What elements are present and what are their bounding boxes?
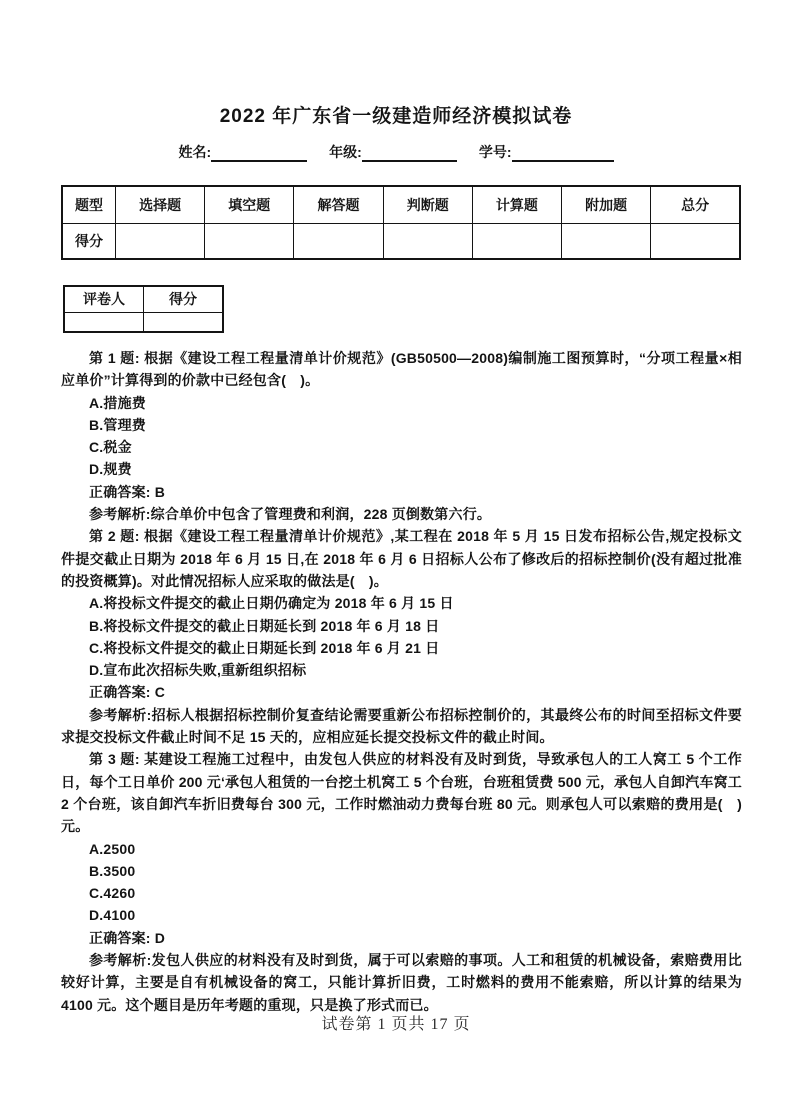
score-table-header-cell: 判断题	[383, 186, 472, 223]
student-info-line	[0, 142, 792, 162]
student-id-blank	[512, 145, 614, 162]
student-id-field	[479, 142, 614, 162]
score-row-label: 得分	[62, 223, 116, 259]
score-table-header-cell: 总分	[651, 186, 740, 223]
option-a: A.措施费	[89, 394, 146, 411]
score-table-header-cell: 题型	[62, 186, 116, 223]
option-d: D.宣布此次招标失败,重新组织招标	[89, 662, 307, 679]
reviewer-header-cell: 得分	[144, 286, 224, 312]
option-d: D.4100	[89, 907, 136, 924]
reviewer-blank-cell	[64, 312, 144, 332]
question-2	[61, 525, 742, 748]
correct-answer: 正确答案: C	[89, 684, 166, 701]
score-blank-cell	[472, 223, 561, 259]
correct-answer: 正确答案: D	[89, 929, 166, 946]
reviewer-header-cell: 评卷人	[64, 286, 144, 312]
page-footer: 试卷第 1 页共 17 页	[321, 1016, 471, 1033]
option-c: C.4260	[89, 885, 136, 902]
score-blank-cell	[116, 223, 205, 259]
question-stem: 第 2 题: 根据《建设工程工程量清单计价规范》,某工程在 2018 年 5 月 15 日发布招标公告,规定投标文件提交截止日期为 2018 年 6 月 15 日,在 2018 年 6 月 6 日招标人公布了修改后的招标控制价(没有超过批准的投资概算)。对此情况招标人应采取的做法是( )。	[61, 528, 742, 589]
score-table	[61, 185, 741, 260]
grade-label: 年级:	[329, 144, 362, 160]
score-blank-cell	[383, 223, 472, 259]
score-blank-cell	[651, 223, 740, 259]
grade-field	[329, 142, 457, 162]
score-table-header-cell: 填空题	[205, 186, 294, 223]
reviewer-table-blank-row	[64, 312, 223, 332]
option-c: C.将投标文件提交的截止日期延长到 2018 年 6 月 21 日	[89, 639, 440, 656]
question-stem: 第 1 题: 根据《建设工程工程量清单计价规范》(GB50500—2008)编制施工图预算时，“分项工程量×相应单价”计算得到的价款中已经包含( )。	[61, 350, 742, 389]
name-label: 姓名:	[178, 144, 212, 160]
question-3	[61, 748, 742, 1016]
option-b: B.将投标文件提交的截止日期延长到 2018 年 6 月 18 日	[89, 617, 440, 634]
question-stem: 第 3 题: 某建设工程施工过程中，由发包人供应的材料没有及时到货，导致承包人的工人窝工 5 个工作日，每个工日单价 200 元‘承包人租赁的一台挖土机窝工 5 个台班，台班租赁费 500 元，承包人自卸汽车窝工 2 个台班，该自卸汽车折旧费每台 300 元，工作时燃油动力费每台班 80 元。则承包人可以索赔的费用是( )元。	[61, 751, 742, 835]
name-field	[178, 142, 307, 162]
option-b: B.3500	[89, 862, 136, 879]
score-table-header-cell: 选择题	[116, 186, 205, 223]
score-blank-cell	[562, 223, 651, 259]
student-id-label: 学号:	[478, 144, 512, 160]
answer-analysis: 参考解析:发包人供应的材料没有及时到货，属于可以索赔的事项。人工和租赁的机械设备，索赔费用比较好计算，主要是自有机械设备的窝工，只能计算折旧费，工时燃料的费用不能索赔，所以计算的结果为 4100 元。这个题目是历年考题的重现，只是换了形式而已。	[61, 952, 742, 1013]
score-table-score-row	[62, 223, 740, 259]
option-c: C.税金	[89, 439, 132, 456]
reviewer-table	[63, 285, 224, 333]
page-title: 2022 年广东省一级建造师经济模拟试卷	[219, 106, 573, 127]
option-d: D.规费	[89, 461, 132, 478]
score-table-header-cell: 附加题	[562, 186, 651, 223]
score-table-header-cell: 计算题	[472, 186, 561, 223]
answer-analysis: 参考解析:招标人根据招标控制价复查结论需要重新公布招标控制价的，其最终公布的时间至招标文件要求提交投标文件截止时间不足 15 天的，应相应延长提交投标文件的截止时间。	[61, 706, 742, 746]
score-table-header-cell: 解答题	[294, 186, 383, 223]
questions-section	[61, 347, 742, 1016]
grade-blank	[362, 145, 457, 162]
name-blank	[211, 145, 307, 162]
question-1	[61, 347, 742, 525]
answer-analysis: 参考解析:综合单价中包含了管理费和利润，228 页倒数第六行。	[89, 506, 492, 523]
reviewer-blank-cell	[144, 312, 224, 332]
score-table-header-row	[62, 186, 740, 223]
option-a: A.将投标文件提交的截止日期仍确定为 2018 年 6 月 15 日	[89, 595, 454, 612]
score-blank-cell	[205, 223, 294, 259]
reviewer-table-header-row	[64, 286, 223, 312]
option-a: A.2500	[89, 840, 136, 857]
correct-answer: 正确答案: B	[89, 483, 166, 500]
score-blank-cell	[294, 223, 383, 259]
option-b: B.管理费	[89, 416, 146, 433]
